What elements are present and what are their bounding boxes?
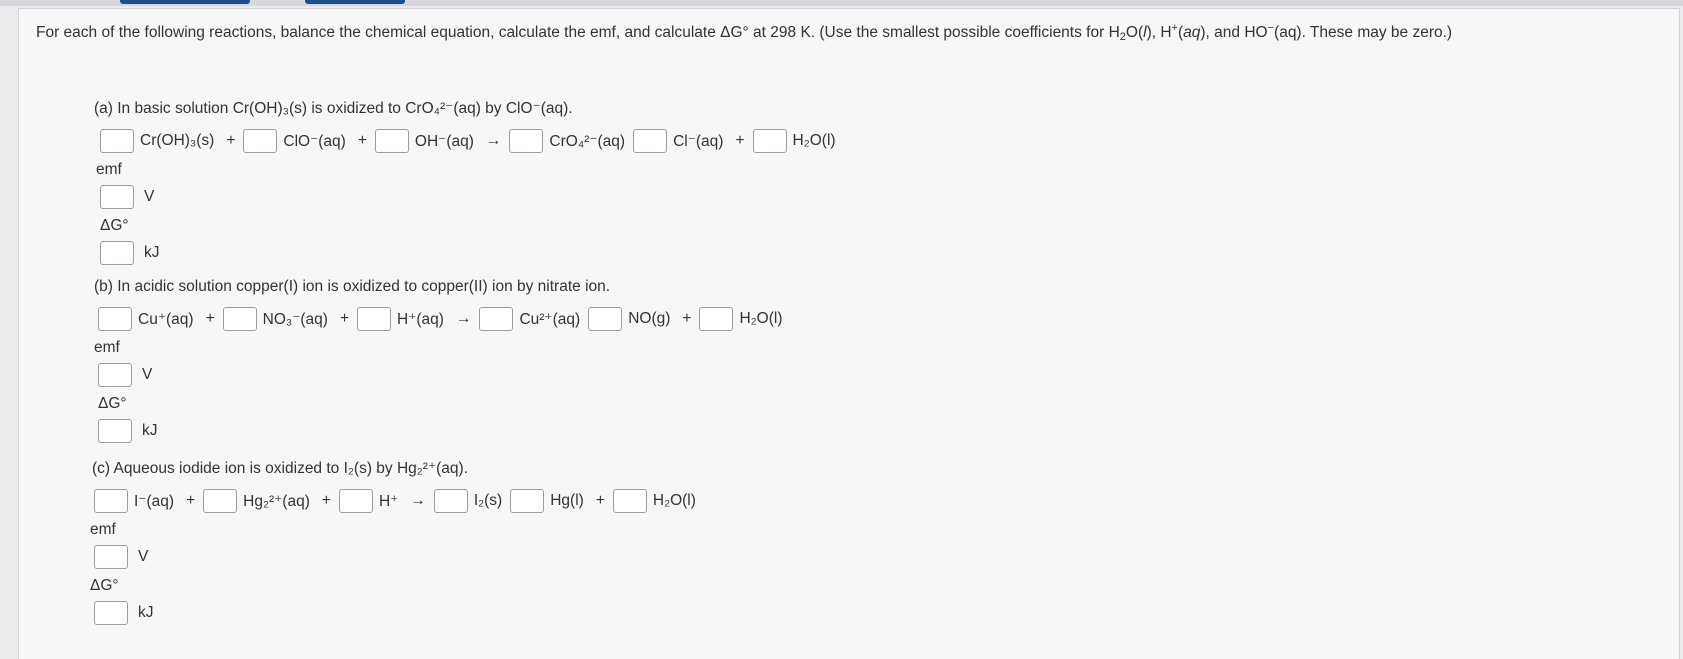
question-instructions: For each of the following reactions, balance the chemical equation, calculate the emf, and calculate ΔG° at 298 K. (Use the smallest possible coefficients for $H_2O(l)$, H+(aq), and HO−(aq). These may be zero.): [36, 22, 1453, 43]
part-a: [74, 98, 844, 268]
part-a-title: (a) In basic solution Cr(OH)₃(s) is oxidized to CrO₄²⁻(aq) by ClO⁻(aq).: [94, 100, 573, 117]
coefficient-input[interactable]: [375, 129, 409, 153]
emf-input[interactable]: [100, 185, 134, 209]
species-label: NO(g): [628, 310, 671, 327]
delta-g-answer-row: [74, 238, 844, 268]
emf-answer-row: [74, 360, 791, 390]
species-label: Cu²⁺(aq): [519, 310, 581, 328]
plus-sign: +: [735, 132, 745, 149]
delta-g-label: ΔG°: [98, 395, 127, 412]
species-label: Cl⁻(aq): [673, 132, 724, 150]
part-b: [74, 276, 791, 446]
kilojoule-unit: kJ: [138, 604, 154, 621]
emf-input[interactable]: [94, 545, 128, 569]
reaction-arrow: →: [485, 132, 502, 149]
species-label: H₂O(l): [792, 132, 836, 149]
coefficient-input[interactable]: [203, 489, 237, 513]
coefficient-input[interactable]: [588, 307, 622, 331]
kilojoule-unit: kJ: [144, 244, 160, 261]
part-b-title: (b) In acidic solution copper(I) ion is oxidized to copper(II) ion by nitrate ion.: [94, 278, 611, 295]
delta-g-answer-row: [74, 598, 704, 628]
coefficient-input[interactable]: [479, 307, 513, 331]
delta-g-answer-row: [74, 416, 791, 446]
coefficient-input[interactable]: [753, 129, 787, 153]
delta-g-label: ΔG°: [90, 577, 119, 594]
emf-label: emf: [90, 521, 116, 538]
species-label: NO₃⁻(aq): [262, 310, 328, 328]
coefficient-input[interactable]: [339, 489, 373, 513]
volt-unit: V: [138, 548, 149, 565]
species-label: H⁺(aq): [397, 310, 444, 328]
species-label: Hg(l): [550, 492, 584, 509]
coefficient-input[interactable]: [510, 489, 544, 513]
coefficient-input[interactable]: [100, 129, 134, 153]
species-label: Cr(OH)₃(s): [140, 132, 215, 149]
part-c-equation: [74, 486, 704, 516]
part-c-title: (c) Aqueous iodide ion is oxidized to I₂(s) by Hg₂²⁺(aq).: [92, 460, 469, 477]
plus-sign: +: [186, 492, 196, 509]
volt-unit: V: [142, 366, 153, 383]
species-label: I⁻(aq): [134, 492, 175, 510]
coefficient-input[interactable]: [509, 129, 543, 153]
delta-g-input[interactable]: [94, 601, 128, 625]
species-label: ClO⁻(aq): [283, 132, 346, 150]
tab-indicator: [120, 0, 250, 4]
plus-sign: +: [205, 310, 215, 327]
coefficient-input[interactable]: [243, 129, 277, 153]
emf-label: emf: [96, 161, 122, 178]
reaction-arrow: →: [410, 492, 426, 509]
coefficient-input[interactable]: [94, 489, 128, 513]
part-b-equation: [74, 304, 791, 334]
species-label: OH⁻(aq): [414, 132, 474, 150]
plus-sign: +: [321, 492, 331, 509]
part-c: [74, 458, 704, 628]
species-label: H₂O(l): [739, 310, 783, 327]
kilojoule-unit: kJ: [142, 422, 158, 439]
species-label: Cu⁺(aq): [138, 310, 194, 328]
plus-sign: +: [357, 132, 367, 149]
delta-g-input[interactable]: [100, 241, 134, 265]
plus-sign: +: [595, 492, 605, 509]
delta-g-input[interactable]: [98, 419, 132, 443]
coefficient-input[interactable]: [633, 129, 667, 153]
plus-sign: +: [682, 310, 692, 327]
part-a-equation: [74, 126, 844, 156]
coefficient-input[interactable]: [223, 307, 257, 331]
species-label: CrO₄²⁻(aq): [549, 132, 626, 150]
plus-sign: +: [226, 132, 236, 149]
emf-answer-row: [74, 542, 704, 572]
emf-input[interactable]: [98, 363, 132, 387]
emf-answer-row: [74, 182, 844, 212]
volt-unit: V: [144, 188, 155, 205]
species-label: Hg₂²⁺(aq): [243, 492, 310, 510]
coefficient-input[interactable]: [434, 489, 468, 513]
species-label: H₂O(l): [652, 492, 696, 509]
species-label: H⁺: [378, 492, 399, 510]
coefficient-input[interactable]: [357, 307, 391, 331]
coefficient-input[interactable]: [699, 307, 733, 331]
tab-indicator: [305, 0, 405, 4]
species-label: I₂(s): [473, 492, 503, 509]
coefficient-input[interactable]: [98, 307, 132, 331]
delta-g-label: ΔG°: [100, 217, 129, 234]
reaction-arrow: →: [455, 310, 472, 327]
emf-label: emf: [94, 339, 120, 356]
browser-top-strip: [0, 0, 1683, 6]
plus-sign: +: [339, 310, 349, 327]
coefficient-input[interactable]: [613, 489, 647, 513]
